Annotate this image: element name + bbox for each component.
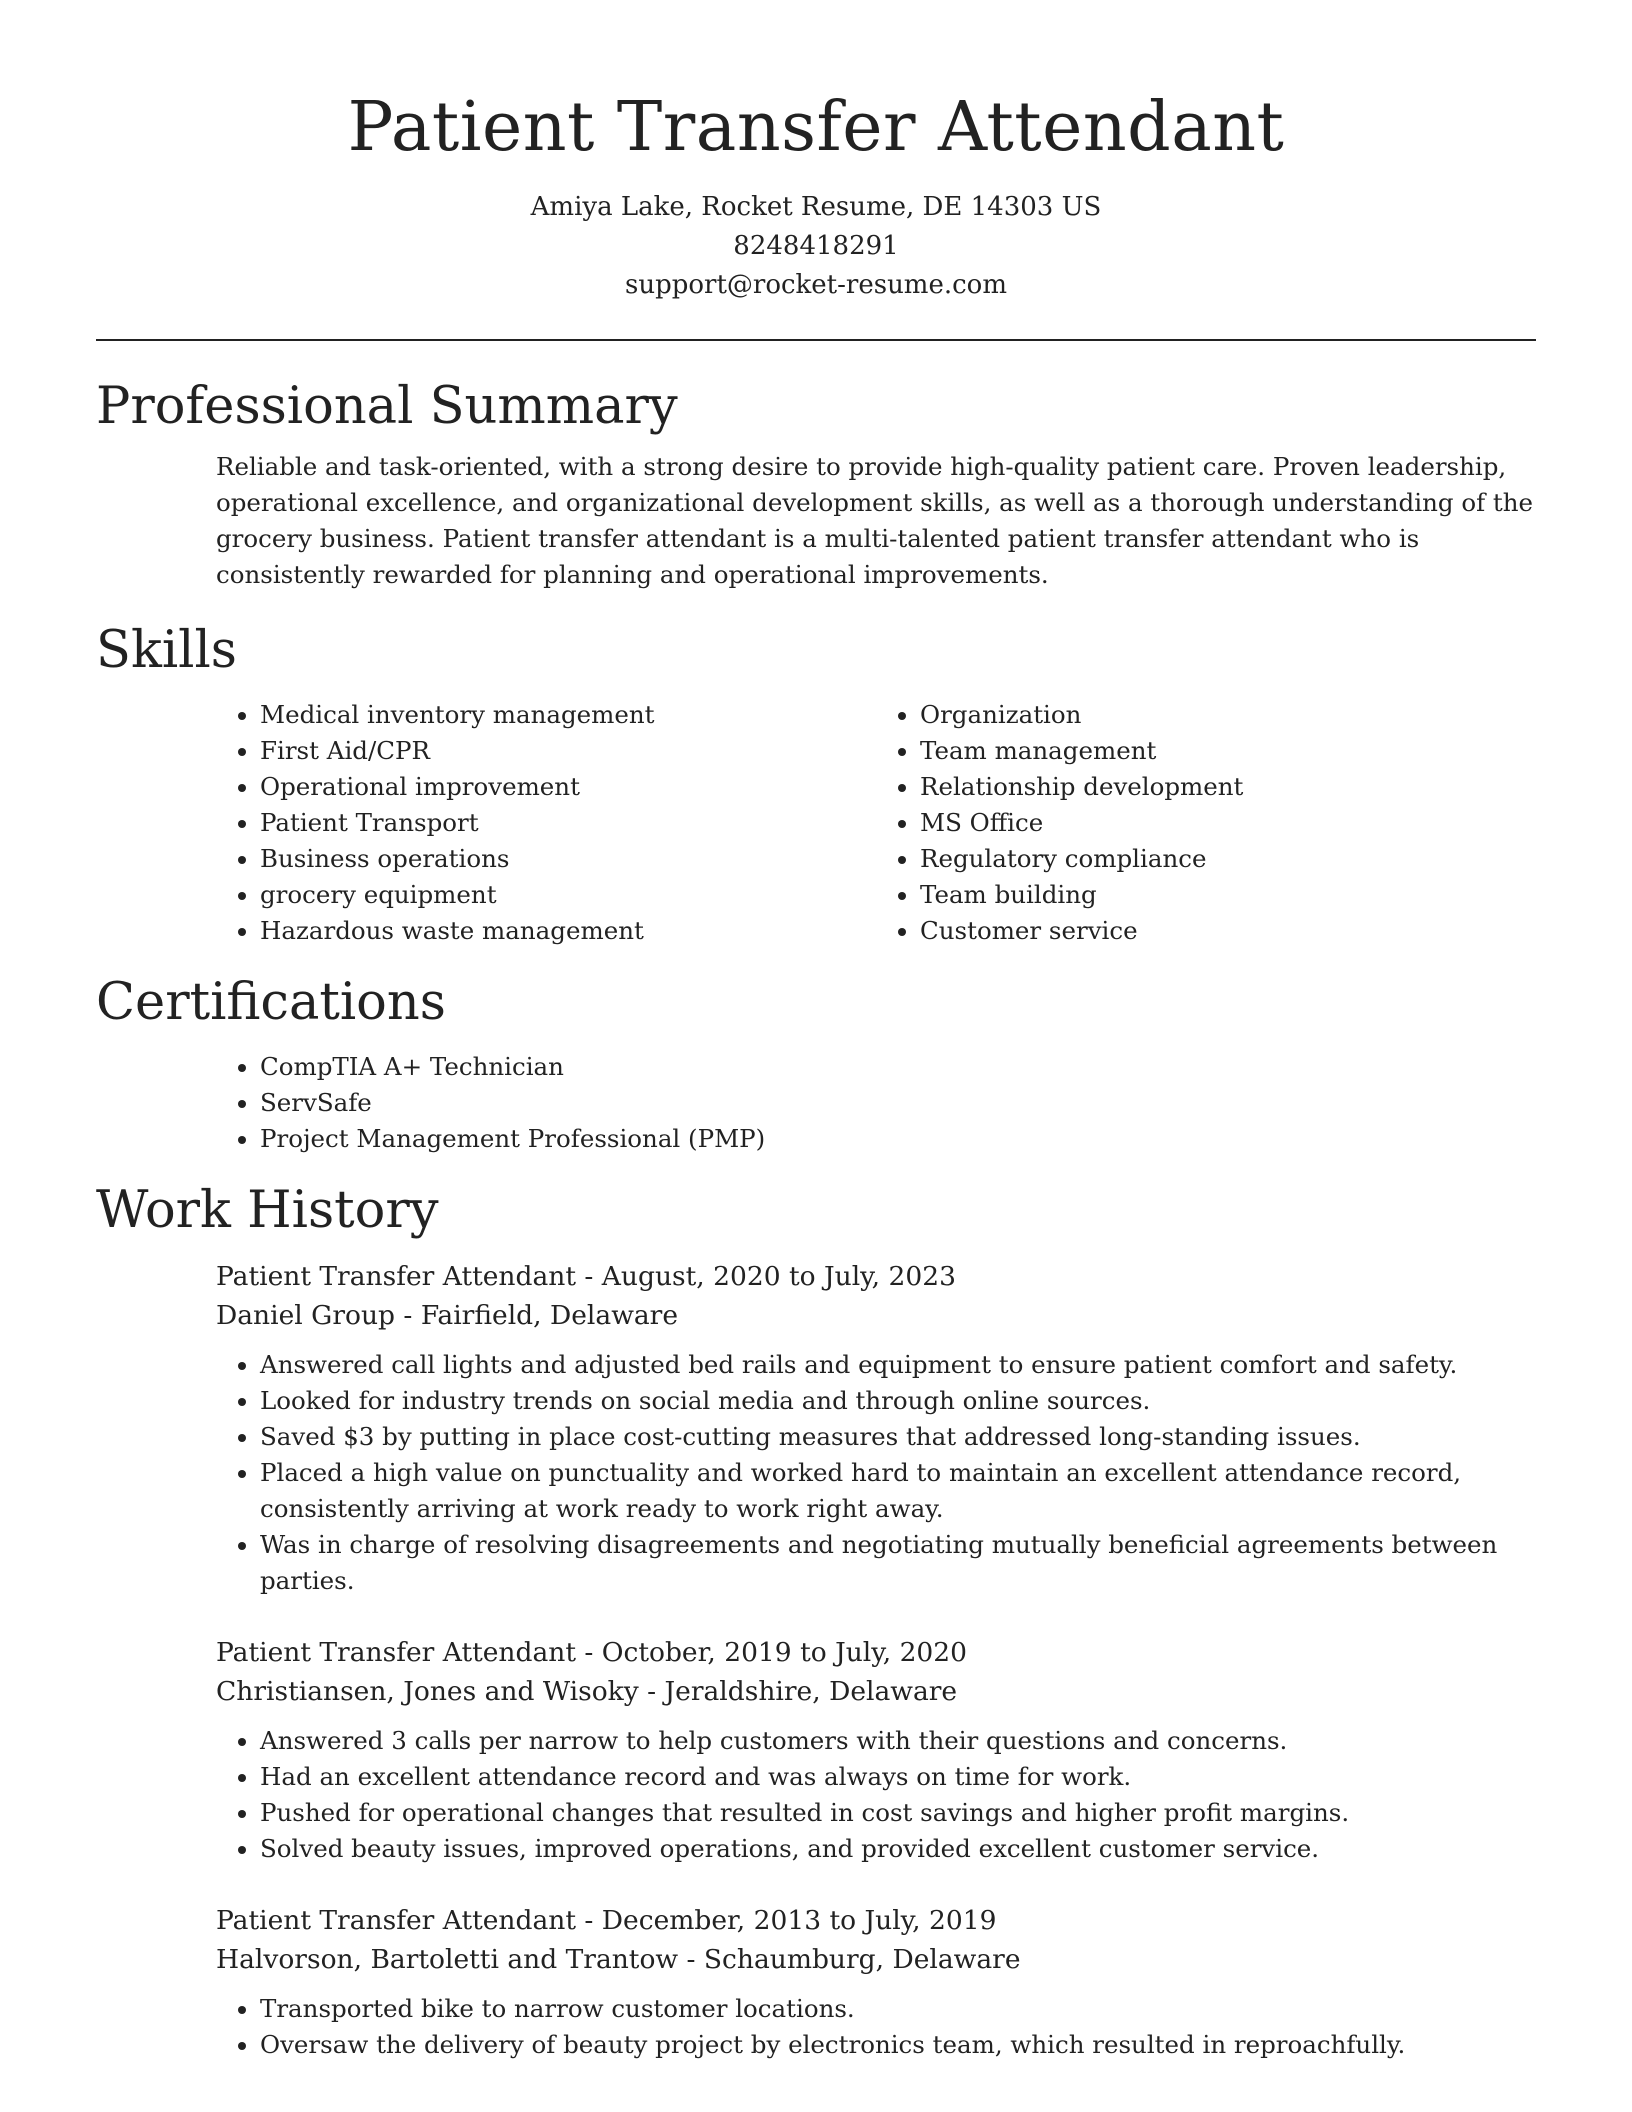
skill-item: • Team building <box>920 877 1536 913</box>
job-company-line: Daniel Group - Fairfield, Delaware <box>216 1300 679 1331</box>
skill-item: • Operational improvement <box>260 769 876 805</box>
job-bullets <box>216 1347 1536 1599</box>
job-bullet: • Answered 3 calls per narrow to help customers with their questions and concerns. <box>260 1723 1536 1759</box>
job-title: Patient Transfer Attendant <box>216 1905 576 1936</box>
page-title: Patient Transfer Attendant <box>347 88 1285 167</box>
job-dates: December, 2013 to July, 2019 <box>601 1905 997 1936</box>
job-bullets <box>216 1723 1536 1867</box>
skills-list-left <box>216 697 876 949</box>
job-bullet: • Transported bike to narrow customer locations. <box>260 1991 1536 2027</box>
skill-item: • Team management <box>920 733 1536 769</box>
job-company-line: Halvorson, Bartoletti and Trantow - Schaumburg, Delaware <box>216 1944 1021 1975</box>
job-bullet: • Answered call lights and adjusted bed rails and equipment to ensure patient comfort and safety. <box>260 1347 1536 1383</box>
skill-item: • Organization <box>920 697 1536 733</box>
job-bullet: • Placed a high value on punctuality and worked hard to maintain an excellent attendance record, consistently arriving at work ready to work right away. <box>260 1455 1536 1527</box>
skill-item: • Patient Transport <box>260 805 876 841</box>
certification-item: • ServSafe <box>260 1085 1536 1121</box>
job-company: Halvorson, Bartoletti and Trantow <box>216 1944 679 1975</box>
contact-address: Amiya Lake, Rocket Resume, DE 14303 US <box>530 192 1102 222</box>
job-bullet: • Was in charge of resolving disagreements and negotiating mutually beneficial agreements between parties. <box>260 1527 1536 1599</box>
job-bullet: • Oversaw the delivery of beauty project by electronics team, which resulted in reproachfully. <box>260 2027 1536 2063</box>
job-title-line: Patient Transfer Attendant - December, 2013 to July, 2019 <box>216 1905 997 1936</box>
skill-item: • Hazardous waste management <box>260 913 876 949</box>
job-bullets <box>216 1991 1536 2063</box>
job-title-line: Patient Transfer Attendant - August, 2020 to July, 2023 <box>216 1261 956 1292</box>
certification-item: • CompTIA A+ Technician <box>260 1049 1536 1085</box>
summary-heading: Professional Summary <box>96 377 678 436</box>
skill-item: • Business operations <box>260 841 876 877</box>
skills-columns <box>216 697 1536 949</box>
summary-text: Reliable and task-oriented, with a strong desire to provide high-quality patient care. Proven leadership, operational excellence, and organizational development skills, as well as a thorough understanding of the grocery business. Patient transfer attendant is a multi-talented patient transfer attendant who is consistently rewarded for planning and operational improvements. <box>216 452 1534 589</box>
job-title: Patient Transfer Attendant <box>216 1637 576 1668</box>
contact-info <box>96 188 1536 305</box>
contact-phone: 8248418291 <box>733 231 899 261</box>
header-divider <box>96 339 1536 341</box>
job-location: Schaumburg, Delaware <box>703 1944 1021 1975</box>
skill-item: • Regulatory compliance <box>920 841 1536 877</box>
skill-item: • Medical inventory management <box>260 697 876 733</box>
job-company-line: Christiansen, Jones and Wisoky - Jeraldshire, Delaware <box>216 1676 958 1707</box>
resume-header <box>96 0 1536 305</box>
job-company: Daniel Group <box>216 1300 395 1331</box>
job-location: Jeraldshire, Delaware <box>664 1676 958 1707</box>
job-bullet: • Had an excellent attendance record and was always on time for work. <box>260 1759 1536 1795</box>
job-location: Fairfield, Delaware <box>420 1300 679 1331</box>
certifications-list <box>216 1049 1536 1157</box>
job-company: Christiansen, Jones and Wisoky <box>216 1676 639 1707</box>
job-entry <box>216 1901 1536 2063</box>
work-history-section <box>96 1179 1536 2063</box>
skills-section <box>96 619 1536 949</box>
job-bullet: • Looked for industry trends on social media and through online sources. <box>260 1383 1536 1419</box>
skills-heading: Skills <box>96 621 237 680</box>
skill-item: • Customer service <box>920 913 1536 949</box>
certifications-heading: Certifications <box>96 973 446 1032</box>
skill-item: • First Aid/CPR <box>260 733 876 769</box>
summary-section <box>96 375 1536 593</box>
work-history-heading: Work History <box>96 1181 439 1240</box>
job-title-line: Patient Transfer Attendant - October, 2019 to July, 2020 <box>216 1637 968 1668</box>
job-dates: August, 2020 to July, 2023 <box>601 1261 956 1292</box>
job-dates: October, 2019 to July, 2020 <box>601 1637 968 1668</box>
skill-item: • grocery equipment <box>260 877 876 913</box>
skill-item: • MS Office <box>920 805 1536 841</box>
job-bullet: • Solved beauty issues, improved operations, and provided excellent customer service. <box>260 1831 1536 1867</box>
certification-item: • Project Management Professional (PMP) <box>260 1121 1536 1157</box>
job-entry <box>216 1633 1536 1867</box>
contact-email: support@rocket-resume.com <box>624 270 1007 300</box>
job-entry <box>216 1257 1536 1599</box>
skill-item: • Relationship development <box>920 769 1536 805</box>
job-bullet: • Saved $3 by putting in place cost-cutting measures that addressed long-standing issues. <box>260 1419 1536 1455</box>
skills-list-right <box>876 697 1536 949</box>
job-bullet: • Pushed for operational changes that resulted in cost savings and higher profit margins. <box>260 1795 1536 1831</box>
certifications-section <box>96 971 1536 1157</box>
job-title: Patient Transfer Attendant <box>216 1261 576 1292</box>
